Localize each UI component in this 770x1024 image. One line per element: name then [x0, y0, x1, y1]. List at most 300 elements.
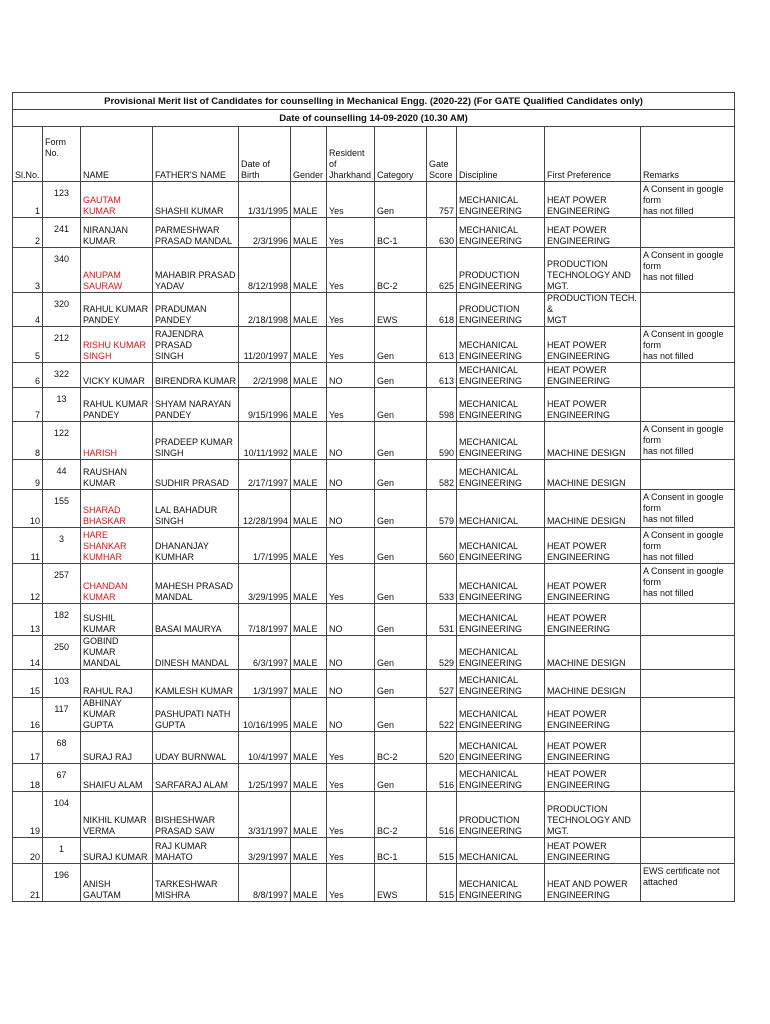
cell-remarks	[641, 604, 735, 636]
cell-name: SHARAD BHASKAR	[81, 490, 153, 528]
cell-gate-score: 560	[427, 528, 457, 564]
table-row	[13, 838, 735, 864]
cell-discipline: MECHANICAL ENGINEERING	[457, 460, 545, 490]
cell-sl: 1	[13, 182, 43, 218]
cell-first-preference: HEAT POWER ENGINEERING	[545, 388, 641, 422]
cell-gender: MALE	[291, 293, 327, 327]
cell-category: Gen	[375, 363, 427, 388]
cell-name: RAHUL RAJ	[81, 670, 153, 698]
form-number: 320	[53, 299, 70, 309]
cell-sl: 18	[13, 764, 43, 792]
header-row	[13, 127, 735, 182]
cell-remarks	[641, 670, 735, 698]
cell-dob: 2/18/1998	[239, 293, 291, 327]
cell-name: RAHUL KUMAR PANDEY	[81, 293, 153, 327]
cell-name: NIRANJAN KUMAR	[81, 218, 153, 248]
cell-form-no	[43, 327, 81, 363]
form-number: 3	[58, 534, 64, 544]
cell-resident: Yes	[327, 528, 375, 564]
cell-category: BC-2	[375, 248, 427, 293]
cell-discipline: PRODUCTION ENGINEERING	[457, 792, 545, 838]
cell-remarks: A Consent in google form has not filled	[641, 528, 735, 564]
form-number: 104	[53, 798, 70, 808]
cell-name: HARISH	[81, 422, 153, 460]
cell-remarks	[641, 732, 735, 764]
cell-dob: 6/3/1997	[239, 636, 291, 670]
header-name: NAME	[81, 127, 153, 182]
cell-father-name: SUDHIR PRASAD	[153, 460, 239, 490]
cell-gender: MALE	[291, 564, 327, 604]
page-title: Provisional Merit list of Candidates for counselling in Mechanical Engg. (2020-22) (For GATE Qualified Candidates only)	[13, 93, 735, 110]
cell-form-no	[43, 388, 81, 422]
cell-father-name: DHANANJAY KUMHAR	[153, 528, 239, 564]
cell-category: Gen	[375, 698, 427, 732]
cell-name: SURAJ RAJ	[81, 732, 153, 764]
cell-discipline: MECHANICAL	[457, 838, 545, 864]
subtitle-row	[13, 110, 735, 127]
cell-first-preference: MACHINE DESIGN	[545, 460, 641, 490]
cell-name: ANISH GAUTAM	[81, 864, 153, 902]
cell-resident: NO	[327, 363, 375, 388]
cell-first-preference: MACHINE DESIGN	[545, 670, 641, 698]
cell-discipline: MECHANICAL ENGINEERING	[457, 218, 545, 248]
cell-remarks: A Consent in google form has not filled	[641, 182, 735, 218]
cell-first-preference: MACHINE DESIGN	[545, 636, 641, 670]
table-row	[13, 792, 735, 838]
table-row	[13, 460, 735, 490]
cell-remarks: A Consent in google form has not filled	[641, 490, 735, 528]
table-row	[13, 293, 735, 327]
cell-remarks: A Consent in google form has not filled	[641, 422, 735, 460]
cell-remarks: EWS certificate not attached	[641, 864, 735, 902]
cell-first-preference: HEAT POWER ENGINEERING	[545, 327, 641, 363]
table-row	[13, 218, 735, 248]
table-row	[13, 636, 735, 670]
header-first-preference: First Preference	[545, 127, 641, 182]
table-row	[13, 864, 735, 902]
cell-discipline: MECHANICAL ENGINEERING	[457, 698, 545, 732]
cell-dob: 3/31/1997	[239, 792, 291, 838]
cell-category: Gen	[375, 764, 427, 792]
form-number: 241	[53, 224, 70, 234]
cell-discipline: MECHANICAL ENGINEERING	[457, 636, 545, 670]
cell-dob: 7/18/1997	[239, 604, 291, 636]
header-dob: Date of Birth	[239, 127, 291, 182]
table-row	[13, 363, 735, 388]
cell-form-no	[43, 248, 81, 293]
table-row	[13, 670, 735, 698]
cell-gender: MALE	[291, 422, 327, 460]
cell-gender: MALE	[291, 792, 327, 838]
cell-dob: 10/16/1995	[239, 698, 291, 732]
cell-resident: NO	[327, 604, 375, 636]
cell-sl: 7	[13, 388, 43, 422]
cell-resident: Yes	[327, 218, 375, 248]
cell-dob: 1/25/1997	[239, 764, 291, 792]
cell-discipline: MECHANICAL ENGINEERING	[457, 528, 545, 564]
cell-resident: Yes	[327, 182, 375, 218]
cell-name: NIKHIL KUMAR VERMA	[81, 792, 153, 838]
cell-form-no	[43, 792, 81, 838]
cell-father-name: DINESH MANDAL	[153, 636, 239, 670]
form-number: 250	[53, 642, 70, 652]
cell-gender: MALE	[291, 732, 327, 764]
table-row	[13, 732, 735, 764]
cell-resident: NO	[327, 490, 375, 528]
cell-first-preference: HEAT POWER ENGINEERING	[545, 698, 641, 732]
cell-first-preference: MACHINE DESIGN	[545, 490, 641, 528]
cell-category: Gen	[375, 422, 427, 460]
cell-gate-score: 531	[427, 604, 457, 636]
cell-category: BC-2	[375, 732, 427, 764]
cell-gate-score: 520	[427, 732, 457, 764]
cell-first-preference: PRODUCTION TECHNOLOGY AND MGT.	[545, 792, 641, 838]
cell-sl: 17	[13, 732, 43, 764]
cell-sl: 12	[13, 564, 43, 604]
cell-form-no	[43, 490, 81, 528]
cell-father-name: SARFARAJ ALAM	[153, 764, 239, 792]
cell-gate-score: 598	[427, 388, 457, 422]
cell-resident: NO	[327, 460, 375, 490]
cell-category: Gen	[375, 182, 427, 218]
cell-sl: 4	[13, 293, 43, 327]
cell-father-name: LAL BAHADUR SINGH	[153, 490, 239, 528]
cell-name: RAHUL KUMAR PANDEY	[81, 388, 153, 422]
cell-first-preference: HEAT POWER ENGINEERING	[545, 182, 641, 218]
cell-remarks	[641, 388, 735, 422]
cell-gate-score: 516	[427, 792, 457, 838]
cell-dob: 3/29/1995	[239, 564, 291, 604]
cell-first-preference: PRODUCTION TECHNOLOGY AND MGT.	[545, 248, 641, 293]
form-number: 155	[53, 496, 70, 506]
cell-gate-score: 516	[427, 764, 457, 792]
cell-dob: 10/11/1992	[239, 422, 291, 460]
cell-category: Gen	[375, 460, 427, 490]
cell-gender: MALE	[291, 670, 327, 698]
cell-name: CHANDAN KUMAR	[81, 564, 153, 604]
form-number: 117	[54, 704, 69, 714]
cell-gate-score: 579	[427, 490, 457, 528]
cell-form-no	[43, 564, 81, 604]
cell-sl: 14	[13, 636, 43, 670]
cell-gate-score: 515	[427, 864, 457, 902]
cell-category: EWS	[375, 864, 427, 902]
header-discipline: Discipline	[457, 127, 545, 182]
cell-gate-score: 533	[427, 564, 457, 604]
cell-category: Gen	[375, 636, 427, 670]
cell-gate-score: 590	[427, 422, 457, 460]
table-row	[13, 490, 735, 528]
table-row	[13, 388, 735, 422]
cell-name: SURAJ KUMAR	[81, 838, 153, 864]
header-category: Category	[375, 127, 427, 182]
cell-first-preference: HEAT POWER ENGINEERING	[545, 838, 641, 864]
cell-gender: MALE	[291, 604, 327, 636]
header-remarks: Remarks	[641, 127, 735, 182]
cell-father-name: PASHUPATI NATH GUPTA	[153, 698, 239, 732]
cell-gate-score: 522	[427, 698, 457, 732]
cell-first-preference: HEAT POWER ENGINEERING	[545, 732, 641, 764]
cell-father-name: PARMESHWAR PRASAD MANDAL	[153, 218, 239, 248]
form-number: 13	[56, 394, 67, 404]
cell-dob: 1/3/1997	[239, 670, 291, 698]
cell-father-name: RAJENDRA PRASAD SINGH	[153, 327, 239, 363]
candidate-rows	[13, 182, 735, 902]
cell-remarks	[641, 838, 735, 864]
cell-name: RAUSHAN KUMAR	[81, 460, 153, 490]
cell-sl: 16	[13, 698, 43, 732]
table-row	[13, 698, 735, 732]
cell-dob: 8/8/1997	[239, 864, 291, 902]
cell-father-name: MAHABIR PRASAD YADAV	[153, 248, 239, 293]
cell-first-preference: PRODUCTION TECH. & MGT	[545, 293, 641, 327]
cell-form-no	[43, 670, 81, 698]
cell-gate-score: 613	[427, 327, 457, 363]
cell-gender: MALE	[291, 218, 327, 248]
cell-dob: 12/28/1994	[239, 490, 291, 528]
title-row	[13, 93, 735, 110]
header-gender: Gender	[291, 127, 327, 182]
cell-gate-score: 515	[427, 838, 457, 864]
cell-category: Gen	[375, 388, 427, 422]
cell-gate-score: 618	[427, 293, 457, 327]
table-row	[13, 422, 735, 460]
cell-discipline: PRODUCTION ENGINEERING	[457, 293, 545, 327]
cell-name: SUSHIL KUMAR	[81, 604, 153, 636]
cell-remarks	[641, 460, 735, 490]
cell-discipline: MECHANICAL ENGINEERING	[457, 422, 545, 460]
cell-sl: 21	[13, 864, 43, 902]
cell-discipline: MECHANICAL ENGINEERING	[457, 363, 545, 388]
cell-discipline: MECHANICAL ENGINEERING	[457, 732, 545, 764]
form-number: 196	[53, 870, 70, 880]
cell-category: BC-2	[375, 792, 427, 838]
cell-form-no	[43, 838, 81, 864]
cell-form-no	[43, 293, 81, 327]
cell-category: EWS	[375, 293, 427, 327]
cell-dob: 9/15/1996	[239, 388, 291, 422]
cell-father-name: UDAY BURNWAL	[153, 732, 239, 764]
cell-sl: 3	[13, 248, 43, 293]
cell-discipline: MECHANICAL ENGINEERING	[457, 670, 545, 698]
table-row	[13, 182, 735, 218]
cell-first-preference: HEAT POWER ENGINEERING	[545, 764, 641, 792]
form-number: 182	[53, 610, 70, 620]
cell-discipline: PRODUCTION ENGINEERING	[457, 248, 545, 293]
cell-name: RISHU KUMAR SINGH	[81, 327, 153, 363]
cell-father-name: SHASHI KUMAR	[153, 182, 239, 218]
cell-gender: MALE	[291, 838, 327, 864]
header-resident: Resident of Jharkhand	[327, 127, 375, 182]
table-row	[13, 327, 735, 363]
cell-discipline: MECHANICAL ENGINEERING	[457, 327, 545, 363]
cell-gender: MALE	[291, 764, 327, 792]
cell-remarks	[641, 792, 735, 838]
cell-form-no	[43, 764, 81, 792]
cell-gender: MALE	[291, 528, 327, 564]
cell-resident: NO	[327, 422, 375, 460]
cell-discipline: MECHANICAL ENGINEERING	[457, 388, 545, 422]
cell-gate-score: 529	[427, 636, 457, 670]
form-number: 44	[56, 466, 67, 476]
cell-gender: MALE	[291, 388, 327, 422]
cell-discipline: MECHANICAL ENGINEERING	[457, 864, 545, 902]
table-row	[13, 604, 735, 636]
cell-gender: MALE	[291, 864, 327, 902]
cell-category: Gen	[375, 670, 427, 698]
cell-resident: Yes	[327, 293, 375, 327]
cell-dob: 2/2/1998	[239, 363, 291, 388]
cell-sl: 11	[13, 528, 43, 564]
cell-resident: Yes	[327, 248, 375, 293]
cell-name: HARE SHANKAR KUMHAR	[81, 528, 153, 564]
cell-discipline: MECHANICAL	[457, 490, 545, 528]
cell-sl: 5	[13, 327, 43, 363]
table-row	[13, 528, 735, 564]
cell-resident: Yes	[327, 564, 375, 604]
cell-name: VICKY KUMAR	[81, 363, 153, 388]
cell-gender: MALE	[291, 363, 327, 388]
cell-sl: 2	[13, 218, 43, 248]
cell-resident: NO	[327, 698, 375, 732]
table-row	[13, 764, 735, 792]
cell-form-no	[43, 422, 81, 460]
cell-resident: Yes	[327, 838, 375, 864]
cell-category: Gen	[375, 327, 427, 363]
table-row	[13, 564, 735, 604]
cell-father-name: PRADUMAN PANDEY	[153, 293, 239, 327]
cell-gate-score: 757	[427, 182, 457, 218]
cell-remarks: A Consent in google form has not filled	[641, 564, 735, 604]
cell-remarks	[641, 293, 735, 327]
cell-name: SHAIFU ALAM	[81, 764, 153, 792]
form-number: 68	[56, 738, 67, 748]
cell-category: Gen	[375, 564, 427, 604]
cell-dob: 8/12/1998	[239, 248, 291, 293]
cell-remarks	[641, 636, 735, 670]
cell-discipline: MECHANICAL ENGINEERING	[457, 764, 545, 792]
header-form-no: Form No.	[43, 127, 81, 182]
cell-gender: MALE	[291, 698, 327, 732]
cell-resident: Yes	[327, 792, 375, 838]
cell-form-no	[43, 636, 81, 670]
cell-form-no	[43, 363, 81, 388]
cell-sl: 19	[13, 792, 43, 838]
cell-category: BC-1	[375, 218, 427, 248]
cell-form-no	[43, 528, 81, 564]
cell-category: Gen	[375, 604, 427, 636]
cell-resident: Yes	[327, 732, 375, 764]
form-number: 257	[53, 570, 70, 580]
cell-first-preference: HEAT POWER ENGINEERING	[545, 564, 641, 604]
cell-first-preference: MACHINE DESIGN	[545, 422, 641, 460]
cell-category: BC-1	[375, 838, 427, 864]
cell-form-no	[43, 218, 81, 248]
cell-gender: MALE	[291, 327, 327, 363]
cell-discipline: MECHANICAL ENGINEERING	[457, 182, 545, 218]
cell-resident: Yes	[327, 764, 375, 792]
cell-category: Gen	[375, 528, 427, 564]
cell-resident: Yes	[327, 327, 375, 363]
counselling-date: Date of counselling 14-09-2020 (10.30 AM)	[13, 110, 735, 127]
cell-gender: MALE	[291, 182, 327, 218]
cell-sl: 8	[13, 422, 43, 460]
cell-first-preference: HEAT POWER ENGINEERING	[545, 528, 641, 564]
cell-dob: 2/3/1996	[239, 218, 291, 248]
header-father-name: FATHER'S NAME	[153, 127, 239, 182]
cell-dob: 11/20/1997	[239, 327, 291, 363]
cell-form-no	[43, 732, 81, 764]
cell-dob: 1/31/1995	[239, 182, 291, 218]
cell-remarks	[641, 363, 735, 388]
cell-sl: 15	[13, 670, 43, 698]
cell-form-no	[43, 460, 81, 490]
cell-name: GOBIND KUMAR MANDAL	[81, 636, 153, 670]
cell-dob: 10/4/1997	[239, 732, 291, 764]
cell-gate-score: 613	[427, 363, 457, 388]
cell-remarks: A Consent in google form has not filled	[641, 248, 735, 293]
cell-first-preference: HEAT AND POWER ENGINEERING	[545, 864, 641, 902]
cell-resident: Yes	[327, 388, 375, 422]
form-number: 123	[53, 188, 70, 198]
cell-father-name: BISHESHWAR PRASAD SAW	[153, 792, 239, 838]
cell-remarks	[641, 764, 735, 792]
cell-father-name: KAMLESH KUMAR	[153, 670, 239, 698]
table-row	[13, 248, 735, 293]
cell-gate-score: 582	[427, 460, 457, 490]
cell-discipline: MECHANICAL ENGINEERING	[457, 564, 545, 604]
cell-gender: MALE	[291, 248, 327, 293]
cell-gender: MALE	[291, 636, 327, 670]
form-number: 1	[58, 844, 64, 854]
cell-remarks: A Consent in google form has not filled	[641, 327, 735, 363]
cell-category: Gen	[375, 490, 427, 528]
form-number: 103	[53, 676, 70, 686]
cell-remarks	[641, 698, 735, 732]
cell-name: ANUPAM SAURAW	[81, 248, 153, 293]
cell-gate-score: 527	[427, 670, 457, 698]
cell-discipline: MECHANICAL ENGINEERING	[457, 604, 545, 636]
header-gate-score: Gate Score	[427, 127, 457, 182]
form-number: 212	[53, 333, 70, 343]
cell-gate-score: 630	[427, 218, 457, 248]
cell-father-name: PRADEEP KUMAR SINGH	[153, 422, 239, 460]
cell-first-preference: HEAT POWER ENGINEERING	[545, 363, 641, 388]
cell-sl: 13	[13, 604, 43, 636]
cell-resident: Yes	[327, 864, 375, 902]
cell-remarks	[641, 218, 735, 248]
cell-father-name: BIRENDRA KUMAR	[153, 363, 239, 388]
cell-gate-score: 625	[427, 248, 457, 293]
merit-list-sheet	[12, 92, 734, 902]
cell-gender: MALE	[291, 490, 327, 528]
cell-dob: 2/17/1997	[239, 460, 291, 490]
cell-father-name: BASAI MAURYA	[153, 604, 239, 636]
cell-sl: 20	[13, 838, 43, 864]
cell-dob: 3/29/1997	[239, 838, 291, 864]
cell-first-preference: HEAT POWER ENGINEERING	[545, 604, 641, 636]
cell-form-no	[43, 604, 81, 636]
form-number: 122	[53, 428, 70, 438]
cell-gender: MALE	[291, 460, 327, 490]
cell-first-preference: HEAT POWER ENGINEERING	[545, 218, 641, 248]
cell-father-name: RAJ KUMAR MAHATO	[153, 838, 239, 864]
cell-name: GAUTAM KUMAR	[81, 182, 153, 218]
merit-list-table	[12, 92, 735, 902]
cell-form-no	[43, 182, 81, 218]
cell-father-name: SHYAM NARAYAN PANDEY	[153, 388, 239, 422]
cell-resident: NO	[327, 670, 375, 698]
